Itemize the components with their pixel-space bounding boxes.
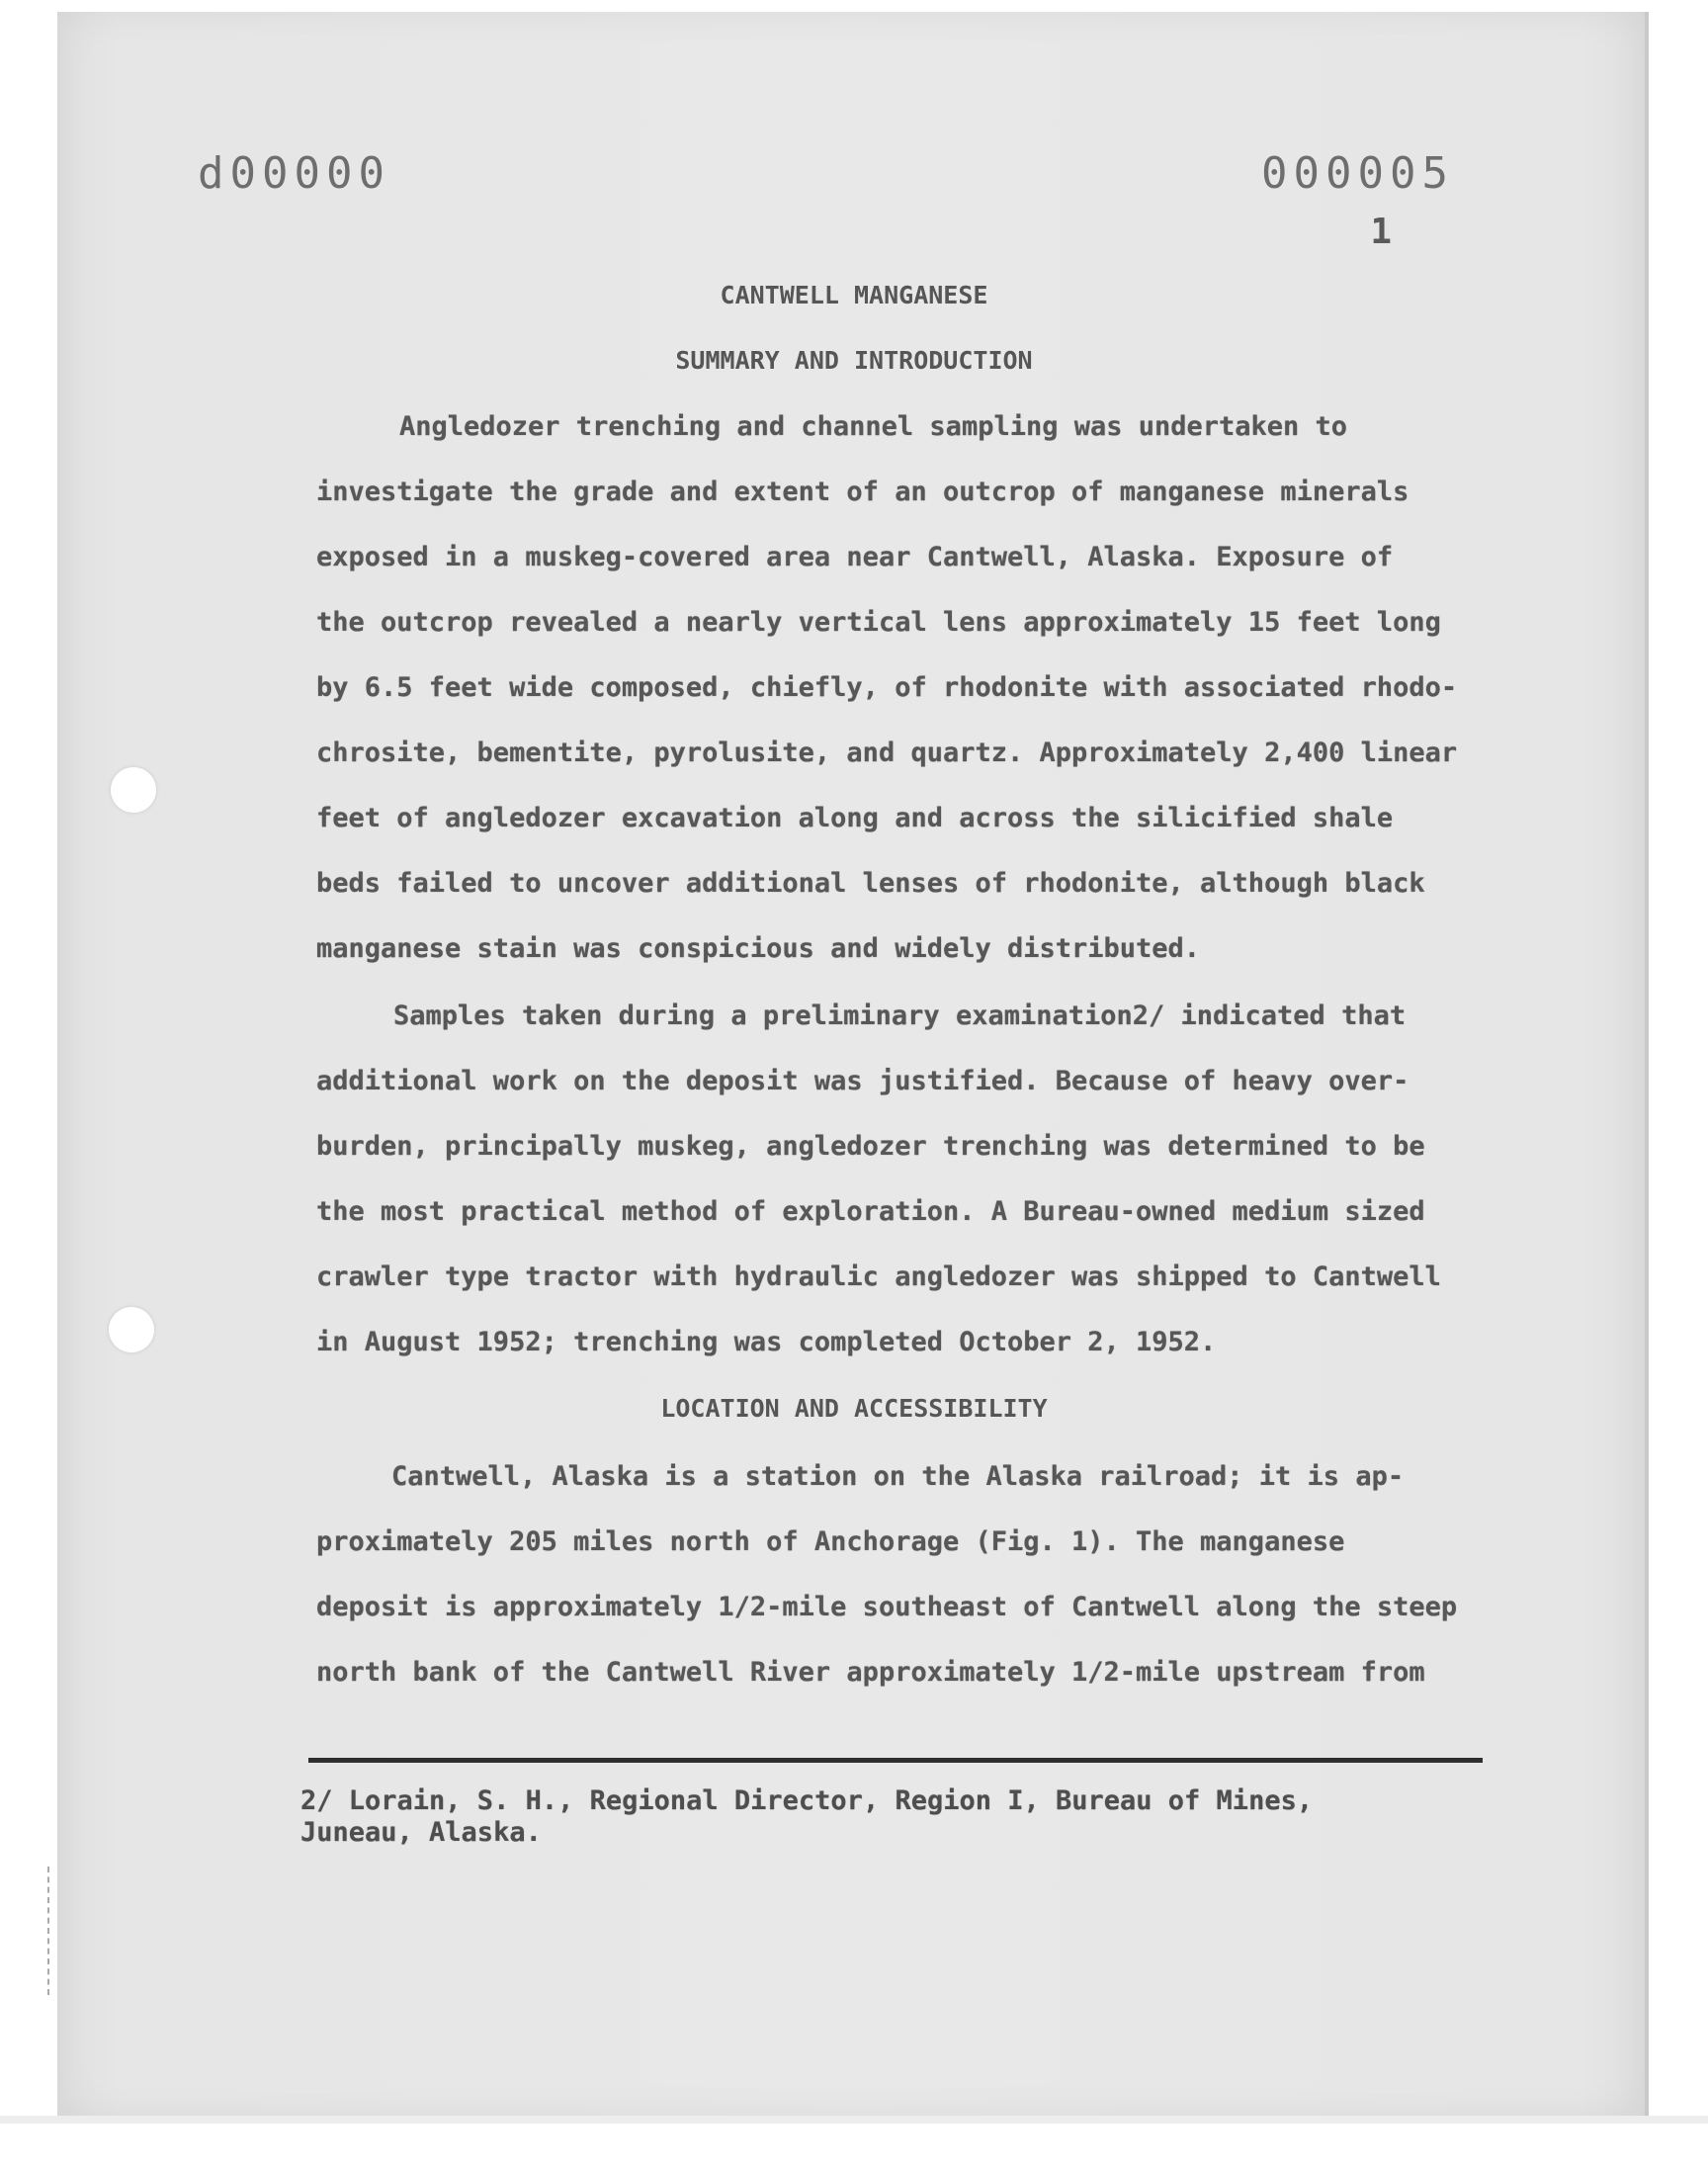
left-document-number: d00000 bbox=[198, 148, 390, 199]
paragraph-line: additional work on the deposit was justified. Because of heavy over- bbox=[316, 1066, 1409, 1096]
paragraph-line: the most practical method of exploration. A Bureau-owned medium sized bbox=[316, 1196, 1425, 1227]
page-bottom-edge bbox=[0, 2116, 1708, 2124]
right-document-number: 000005 bbox=[1261, 148, 1454, 199]
page-number: 1 bbox=[1370, 212, 1392, 252]
paragraph-line: investigate the grade and extent of an outcrop of manganese minerals bbox=[316, 477, 1409, 507]
page-edge-shadow bbox=[1645, 12, 1649, 2116]
punch-hole-upper bbox=[111, 767, 156, 813]
paragraph-line: exposed in a muskeg-covered area near Cantwell, Alaska. Exposure of bbox=[316, 542, 1394, 572]
paragraph-line: proximately 205 miles north of Anchorage (Fig. 1). The manganese bbox=[316, 1526, 1345, 1557]
margin-ticks bbox=[47, 1867, 59, 1995]
paragraph-line: in August 1952; trenching was completed October 2, 1952. bbox=[316, 1327, 1217, 1357]
footnote-separator-rule bbox=[308, 1758, 1483, 1763]
paragraph-line: Cantwell, Alaska is a station on the Alaska railroad; it is ap- bbox=[391, 1461, 1405, 1492]
paragraph-line: Samples taken during a preliminary examination2/ indicated that bbox=[393, 1000, 1407, 1031]
paragraph-line: Angledozer trenching and channel sampling was undertaken to bbox=[399, 411, 1348, 442]
punch-hole-lower bbox=[109, 1307, 154, 1352]
footnote-line: Juneau, Alaska. bbox=[300, 1817, 542, 1848]
footnote-line: 2/ Lorain, S. H., Regional Director, Region I, Bureau of Mines, bbox=[300, 1785, 1314, 1816]
paragraph-line: north bank of the Cantwell River approximately 1/2-mile upstream from bbox=[316, 1657, 1425, 1688]
section-heading-summary: SUMMARY AND INTRODUCTION bbox=[675, 346, 1033, 375]
paragraph-line: beds failed to uncover additional lenses of rhodonite, although black bbox=[316, 868, 1425, 899]
paragraph-line: chrosite, bementite, pyrolusite, and quartz. Approximately 2,400 linear bbox=[316, 738, 1458, 768]
paragraph-line: burden, principally muskeg, angledozer trenching was determined to be bbox=[316, 1131, 1425, 1162]
section-heading-location: LOCATION AND ACCESSIBILITY bbox=[660, 1394, 1048, 1423]
document-title: CANTWELL MANGANESE bbox=[720, 281, 988, 309]
paragraph-line: deposit is approximately 1/2-mile southeast of Cantwell along the steep bbox=[316, 1592, 1458, 1622]
paragraph-line: the outcrop revealed a nearly vertical lens approximately 15 feet long bbox=[316, 607, 1441, 638]
paragraph-line: feet of angledozer excavation along and across the silicified shale bbox=[316, 803, 1394, 833]
paragraph-line: by 6.5 feet wide composed, chiefly, of rhodonite with associated rhodo- bbox=[316, 672, 1458, 703]
paragraph-line: crawler type tractor with hydraulic angledozer was shipped to Cantwell bbox=[316, 1262, 1441, 1292]
paragraph-line: manganese stain was conspicious and widely distributed. bbox=[316, 933, 1201, 964]
